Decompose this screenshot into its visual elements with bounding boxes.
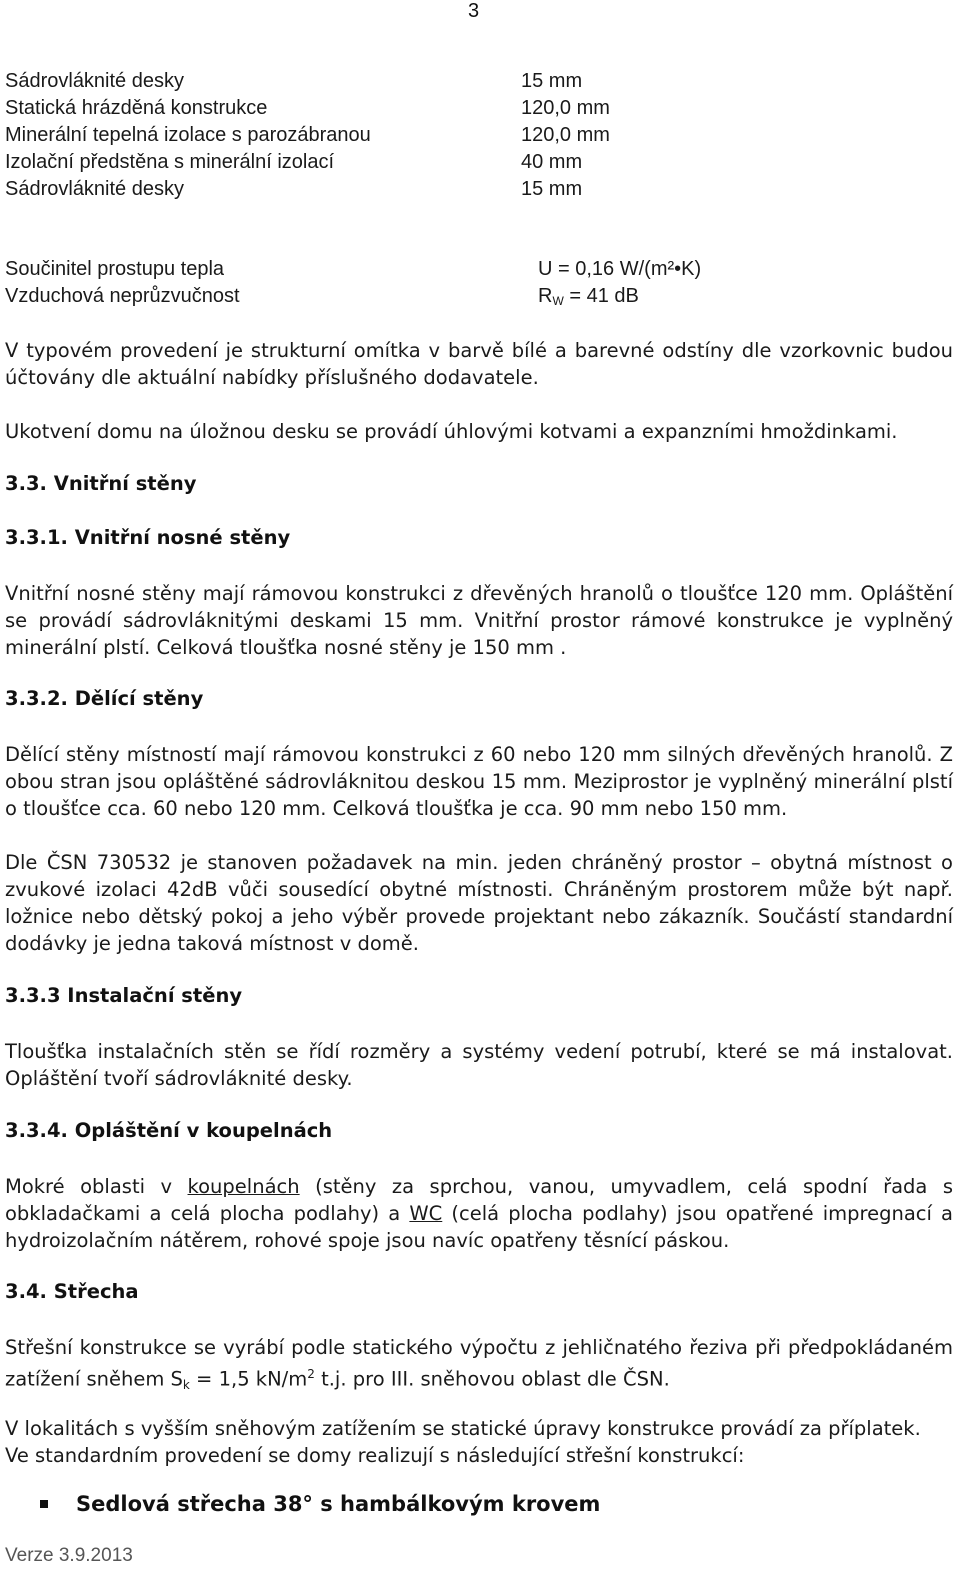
- paragraph-lokality-1: V lokalitách s vyšším sněhovým zatížením se statické úpravy konstrukce provádí za příplatek.: [5, 1417, 921, 1440]
- layer-spec-table: [5, 68, 905, 203]
- spec-value: 120,0 mm: [521, 124, 610, 146]
- paragraph-strecha: [5, 1334, 953, 1396]
- paragraph-nosne-steny: Vnitřní nosné stěny mají rámovou konstrukci z dřevěných hranolů o tloušťce 120 mm. Opláštění se provádí sádrovláknitými deskami 15 mm. Vnitřní prostor rámové konstrukce je vyplněný minerální plstí. Celková tloušťka nosné stěny je 150 mm .: [5, 582, 953, 659]
- spec-row: [5, 95, 905, 122]
- strecha-superscript: 2: [307, 1367, 315, 1381]
- spec-label: Minerální tepelná izolace s parozábranou: [5, 124, 371, 146]
- paragraph-ukotveni: Ukotvení domu na úložnou desku se provádí úhlovými kotvami a expanzními hmoždinkami.: [5, 420, 898, 443]
- spec-value: 15 mm: [521, 178, 583, 200]
- heading-3-4: 3.4. Střecha: [5, 1280, 139, 1303]
- u-value: U = 0,16 W/(m²•K): [538, 258, 702, 280]
- r-label: Vzduchová neprůzvučnost: [5, 285, 240, 307]
- spec-label: Izolační předstěna s minerální izolací: [5, 151, 335, 173]
- properties-table: [5, 256, 905, 310]
- spec-label: Sádrovláknité desky: [5, 70, 184, 92]
- wc-link[interactable]: WC: [409, 1202, 443, 1225]
- heading-3-3-1: 3.3.1. Vnitřní nosné stěny: [5, 526, 291, 549]
- page-number: 3: [468, 0, 480, 22]
- u-label: Součinitel prostupu tepla: [5, 258, 225, 280]
- spec-row: [5, 176, 905, 203]
- strecha-subscript: k: [182, 1377, 190, 1392]
- heading-3-3-3: 3.3.3 Instalační stěny: [5, 984, 243, 1007]
- heading-3-3-2: 3.3.2. Dělící stěny: [5, 687, 204, 710]
- spec-value: 120,0 mm: [521, 97, 610, 119]
- koupelny-link[interactable]: koupelnách: [187, 1175, 300, 1198]
- paragraph-koupelny: [5, 1173, 953, 1254]
- paragraph-csn: Dle ČSN 730532 je stanoven požadavek na min. jeden chráněný prostor – obytná místnost o zvukové izolaci 42dB vůči sousedící obytné místnosti. Chráněným prostorem může být např. ložnice nebo dětský pokoj a jeho výběr provede projektant nebo zákazník. Součástí standardní dodávky je jedna taková místnost v domě.: [5, 851, 953, 955]
- spec-row: [5, 122, 905, 149]
- strecha-text: t.j. pro III. sněhovou oblast dle ČSN.: [314, 1367, 670, 1391]
- spec-row: [5, 149, 905, 176]
- paragraph-omitka: V typovém provedení je strukturní omítka v barvě bílé a barevné odstíny dle vzorkovnic budou účtovány dle aktuální nabídky příslušného dodavatele.: [5, 339, 953, 389]
- bullet-text: Sedlová střecha 38° s hambálkovým krovem: [76, 1492, 601, 1516]
- paragraph-lokality-2: Ve standardním provedení se domy realizují s následující střešní konstrukcí:: [5, 1444, 745, 1467]
- koupelny-text: Mokré oblasti v: [5, 1175, 188, 1198]
- r-symbol: R: [538, 285, 553, 307]
- spec-value: 15 mm: [521, 70, 583, 92]
- paragraph-delici-steny: Dělící stěny místností mají rámovou konstrukci z 60 nebo 120 mm silných dřevěných hranolů. Z obou stran jsou opláštěné sádrovláknitou deskou 15 mm. Meziprostor je vyplněný minerální plstí o tloušťce cca. 60 nebo 120 mm. Celková tloušťka je cca. 90 mm nebo 150 mm.: [5, 743, 953, 820]
- r-number: = 41 dB: [563, 285, 639, 307]
- paragraph-instalacni: Tloušťka instalačních stěn se řídí rozměry a systémy vedení potrubí, které se má instalovat. Opláštění tvoří sádrovláknité desky.: [5, 1040, 953, 1090]
- koupelny-text: (stěny za sprchou, vanou, umyvadlem, celá spodní řada s obkladačkami a celá plocha podlahy) a: [5, 1175, 954, 1225]
- property-row: [5, 283, 905, 310]
- spec-row: [5, 68, 905, 95]
- footer-version: Verze 3.9.2013: [5, 1545, 133, 1566]
- bullet-list-item: [40, 1492, 600, 1516]
- r-value: [538, 283, 639, 310]
- property-row: [5, 256, 905, 283]
- r-subscript: W: [552, 294, 564, 308]
- spec-value: 40 mm: [521, 151, 583, 173]
- strecha-text: Střešní konstrukce se vyrábí podle statického výpočtu z jehličnatého řeziva při předpokládaném zatížení sněhem S: [5, 1336, 953, 1391]
- heading-3-3-4: 3.3.4. Opláštění v koupelnách: [5, 1119, 333, 1142]
- spec-label: Statická hrázděná konstrukce: [5, 97, 268, 119]
- square-bullet-icon: [40, 1500, 48, 1508]
- spec-label: Sádrovláknité desky: [5, 178, 184, 200]
- heading-3-3: 3.3. Vnitřní stěny: [5, 472, 197, 495]
- strecha-text: = 1,5 kN/m: [189, 1367, 308, 1391]
- koupelny-text: (celá plocha podlahy) jsou opatřené impregnací a hydroizolačním nátěrem, rohové spoje jsou navíc opatřeny těsnící páskou.: [5, 1202, 953, 1252]
